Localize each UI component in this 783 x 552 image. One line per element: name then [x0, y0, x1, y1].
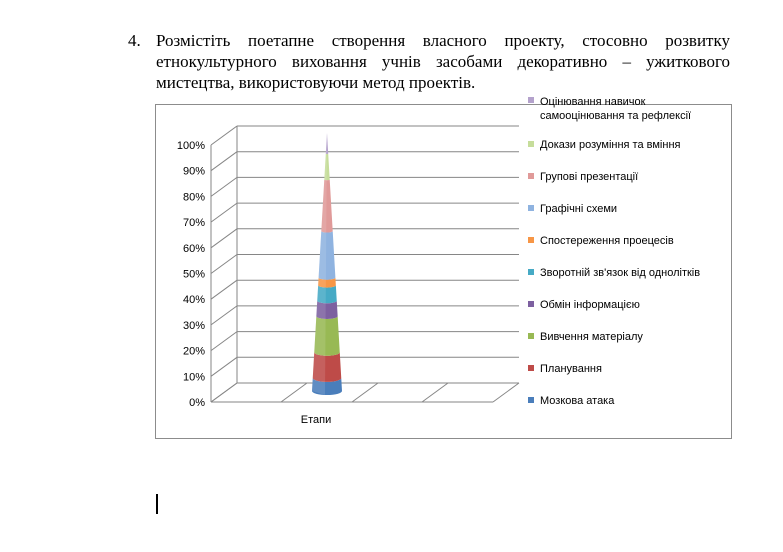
floor-divider [281, 383, 307, 402]
legend-swatch [528, 397, 534, 403]
y-tick-label: 90% [182, 165, 205, 178]
chart [156, 96, 731, 438]
legend-label: Мозкова атака [540, 395, 615, 407]
gridline-side [211, 280, 237, 299]
y-tick-label: 70% [182, 217, 205, 230]
legend-label-line: Оцінювання навичок [540, 96, 646, 108]
gridline-side [211, 332, 237, 351]
x-axis [301, 414, 331, 426]
y-tick-label: 100% [176, 140, 205, 152]
task-paragraph [128, 30, 730, 93]
legend [528, 96, 700, 407]
legend-label: Спостереження проецесів [540, 235, 674, 247]
cone-highlight [312, 133, 327, 395]
gridline-side [211, 357, 237, 376]
legend-label-line: самооцінювання та рефлексії [540, 110, 692, 122]
chart-walls [211, 126, 519, 402]
gridline-side [211, 306, 237, 325]
gridline-side [211, 177, 237, 196]
legend-swatch [528, 173, 534, 179]
legend-swatch [528, 365, 534, 371]
legend-swatch [528, 205, 534, 211]
y-axis [177, 140, 205, 409]
legend-swatch [528, 269, 534, 275]
legend-label: Графічні схеми [540, 203, 618, 215]
text-cursor [156, 494, 158, 514]
gridline-side [211, 126, 237, 145]
task-number: 4. [128, 31, 141, 50]
legend-label [540, 96, 691, 122]
legend-swatch [528, 97, 534, 103]
floor-divider [422, 383, 448, 402]
y-tick-label: 20% [182, 345, 205, 358]
floor-divider [352, 383, 378, 402]
legend-label: Обмін інформацією [540, 299, 640, 311]
legend-swatch [528, 141, 534, 147]
task-text: Розмістіть поетапне створення власного проекту, стосовно розвитку етнокультурного виховання учнів засобами декоративно – ужиткового мистецтва, використовуючи метод проектів. [156, 31, 730, 92]
y-tick-label: 30% [182, 319, 205, 332]
y-tick-label: 10% [182, 371, 205, 384]
legend-swatch [528, 301, 534, 307]
y-tick-label: 0% [189, 397, 205, 409]
gridline-side [211, 152, 237, 171]
x-category-label: Етапи [300, 414, 332, 426]
gridline-side [211, 203, 237, 222]
legend-swatch [528, 333, 534, 339]
cone-stack [312, 133, 342, 395]
legend-label: Планування [540, 363, 602, 375]
chart-frame[interactable] [155, 96, 732, 439]
y-tick-label: 50% [182, 268, 205, 281]
floor-divider [211, 383, 237, 402]
legend-label: Вивчення матеріалу [540, 331, 643, 343]
y-tick-label: 40% [182, 294, 205, 307]
legend-label: Зворотній зв'язок від однолітків [540, 267, 701, 279]
y-tick-label: 60% [182, 242, 205, 255]
legend-label: Групові презентації [540, 171, 639, 183]
y-tick-label: 80% [182, 191, 205, 204]
legend-swatch [528, 237, 534, 243]
gridline-side [211, 229, 237, 248]
floor-right [493, 383, 519, 402]
legend-label: Докази розуміння та вміння [540, 139, 681, 151]
gridline-side [211, 255, 237, 274]
